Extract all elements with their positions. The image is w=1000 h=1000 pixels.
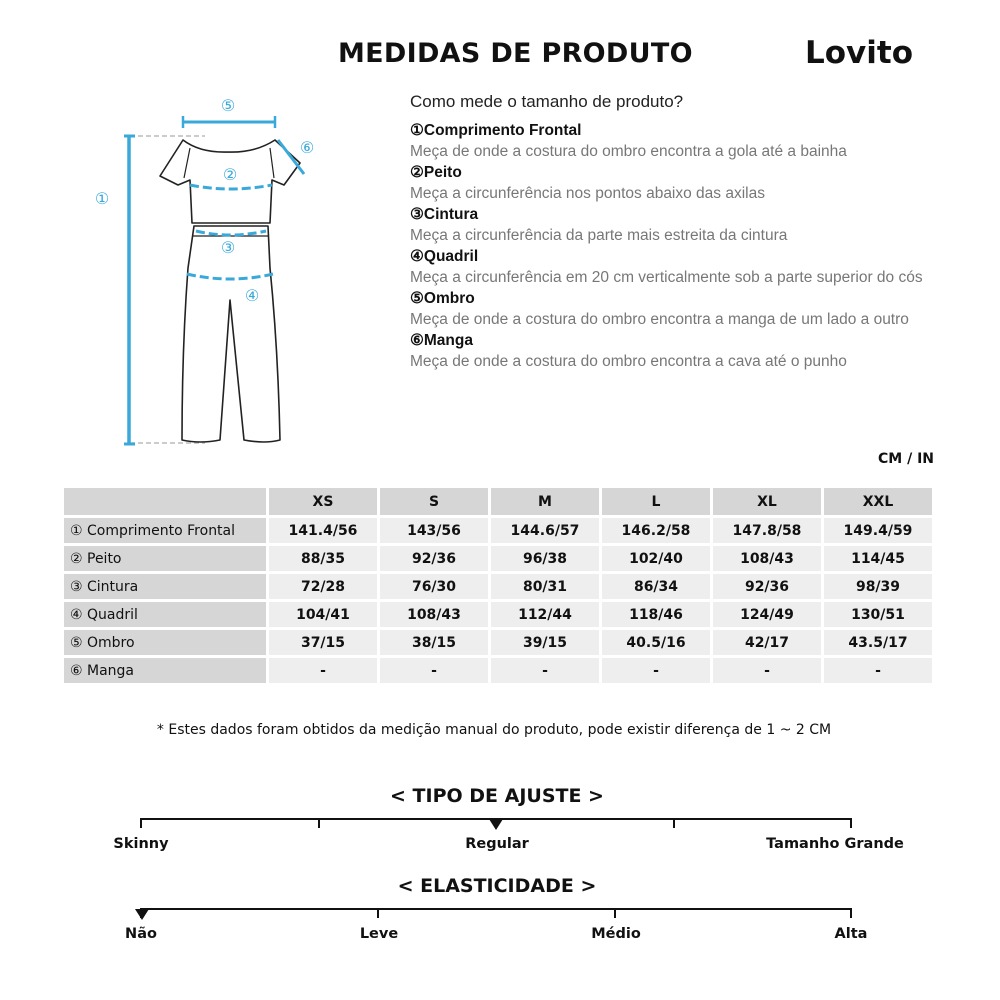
label-length: ① [94,189,110,208]
table-row [64,658,932,683]
howto-item-name: ②Peito [410,164,462,181]
measurement-label: ① Comprimento Frontal [64,518,266,543]
howto-item-desc: Meça de onde a costura do ombro encontra a gola até a bainha [410,143,847,160]
measurement-value: 118/46 [602,602,710,627]
howto-item-desc: Meça a circunferência da parte mais estreita da cintura [410,227,788,244]
size-header: M [491,488,599,515]
measurement-value: 37/15 [269,630,377,655]
unit-label: CM / IN [878,451,934,467]
measurement-value: 143/56 [380,518,488,543]
fit-tick [673,818,675,828]
fit-label-skinny: Skinny [113,836,169,852]
howto-item-name: ①Comprimento Frontal [410,122,582,139]
fit-type-title: < TIPO DE AJUSTE > [390,785,604,807]
how-to-measure [410,92,930,372]
elasticity-tick [377,908,379,918]
label-chest: ② [222,165,238,184]
howto-item [410,162,930,204]
measurement-value: 92/36 [713,574,821,599]
howto-item-desc: Meça de onde a costura do ombro encontra a cava até o punho [410,353,847,370]
elasticity-tick [614,908,616,918]
measurement-value: 130/51 [824,602,932,627]
label-waist: ③ [220,238,236,257]
measurement-value: 104/41 [269,602,377,627]
measurement-label: ⑤ Ombro [64,630,266,655]
measurement-value: 108/43 [380,602,488,627]
elasticity-label-none: Não [125,926,157,942]
elasticity-title: < ELASTICIDADE > [397,875,597,897]
measurement-value: 92/36 [380,546,488,571]
measurement-value: 80/31 [491,574,599,599]
measurement-value: 124/49 [713,602,821,627]
table-row [64,518,932,543]
measurement-value: 144.6/57 [491,518,599,543]
measurement-value: 102/40 [602,546,710,571]
howto-item-name: ③Cintura [410,206,479,223]
measurement-value: - [713,658,821,683]
table-row [64,630,932,655]
measurement-value: - [602,658,710,683]
elasticity-tick [850,908,852,918]
how-to-question: Como mede o tamanho de produto? [410,92,684,111]
page-title: MEDIDAS DE PRODUTO [338,38,693,69]
fit-selected-marker [489,819,503,830]
table-row [64,602,932,627]
measurement-value: - [824,658,932,683]
size-header: XXL [824,488,932,515]
howto-item-name: ⑥Manga [410,332,473,349]
fit-tick [318,818,320,828]
measurement-value: 43.5/17 [824,630,932,655]
garment-measurement-diagram [80,88,340,458]
measurement-value: 146.2/58 [602,518,710,543]
measurement-value: 98/39 [824,574,932,599]
fit-tick [850,818,852,828]
measurement-note: * Estes dados foram obtidos da medição manual do produto, pode existir diferença de 1 ~ 2 CM [156,722,832,738]
table-row [64,574,932,599]
elasticity-label-high: Alta [834,926,868,942]
size-header: L [602,488,710,515]
measurement-value: 42/17 [713,630,821,655]
elasticity-selected-marker [135,909,149,920]
elasticity-scale-line [140,908,852,910]
measurement-label: ③ Cintura [64,574,266,599]
measurement-value: 39/15 [491,630,599,655]
measurement-value: - [380,658,488,683]
measurement-label: ④ Quadril [64,602,266,627]
howto-item-desc: Meça de onde a costura do ombro encontra a manga de um lado a outro [410,311,909,328]
measurement-value: 112/44 [491,602,599,627]
measurement-value: 108/43 [713,546,821,571]
measurement-value: 141.4/56 [269,518,377,543]
table-row [64,546,932,571]
label-hip: ④ [244,286,260,305]
fit-label-plus-size: Tamanho Grande [766,836,904,852]
size-header: XL [713,488,821,515]
table-header-row [64,488,932,515]
howto-item [410,246,930,288]
measurement-value: - [491,658,599,683]
measurement-value: 86/34 [602,574,710,599]
measurement-value: 38/15 [380,630,488,655]
size-header: S [380,488,488,515]
measurement-value: 72/28 [269,574,377,599]
label-sleeve: ⑥ [299,138,315,157]
howto-item-desc: Meça a circunferência nos pontos abaixo das axilas [410,185,765,202]
howto-item-name: ⑤Ombro [410,290,475,307]
measurement-value: 114/45 [824,546,932,571]
measurement-label: ⑥ Manga [64,658,266,683]
size-header: XS [269,488,377,515]
measurement-value: - [269,658,377,683]
howto-item [410,288,930,330]
measurement-value: 88/35 [269,546,377,571]
elasticity-label-light: Leve [359,926,399,942]
measurement-value: 40.5/16 [602,630,710,655]
table-corner [64,488,266,515]
label-shoulder: ⑤ [220,96,236,115]
size-chart-table [61,485,935,686]
howto-item-name: ④Quadril [410,248,479,265]
measurement-value: 149.4/59 [824,518,932,543]
elasticity-label-medium: Médio [591,926,641,942]
measurement-value: 76/30 [380,574,488,599]
fit-tick [140,818,142,828]
fit-label-regular: Regular [465,836,529,852]
howto-item [410,120,930,162]
measurement-value: 96/38 [491,546,599,571]
howto-item [410,204,930,246]
brand-logo: Lovito [805,35,914,71]
howto-item [410,330,930,372]
howto-item-desc: Meça a circunferência em 20 cm verticalmente sob a parte superior do cós [410,269,923,286]
measurement-label: ② Peito [64,546,266,571]
measurement-value: 147.8/58 [713,518,821,543]
